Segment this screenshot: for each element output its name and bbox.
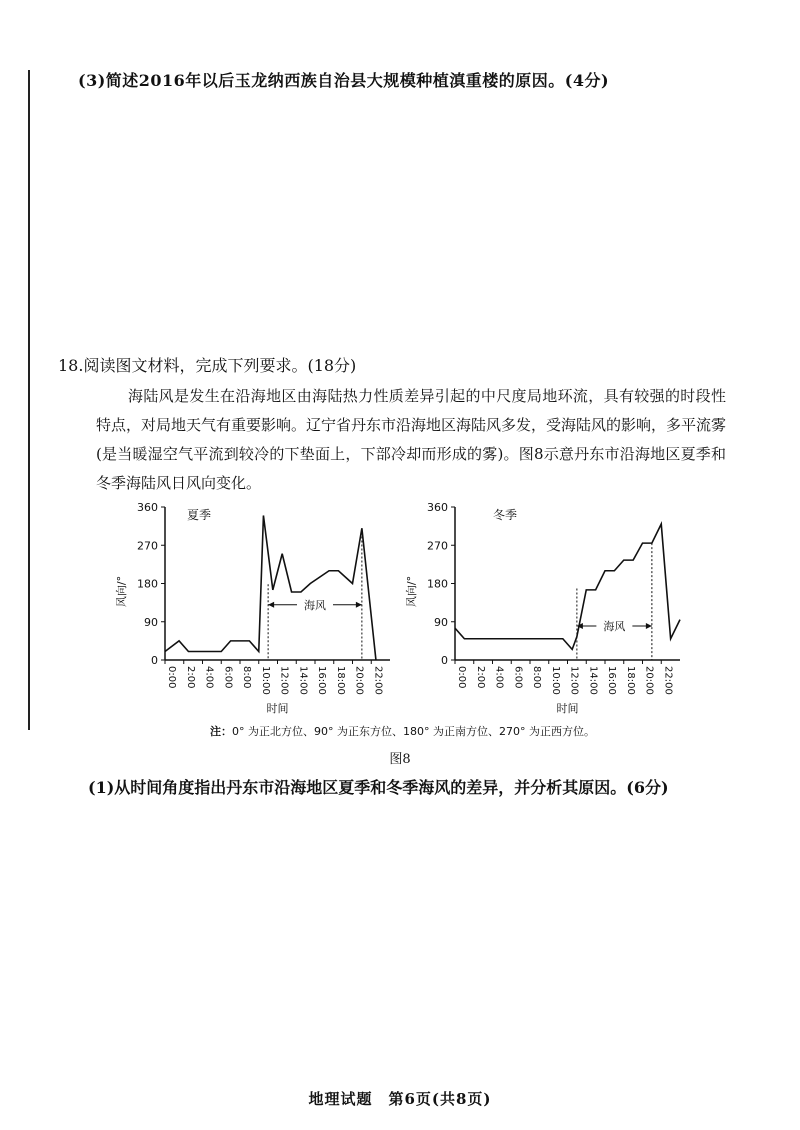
x-tick-label: 16:00: [606, 666, 617, 695]
sea-breeze-label: 海风: [304, 598, 326, 612]
chart-title: 夏季: [187, 508, 212, 522]
x-tick-label: 2:00: [184, 666, 196, 689]
x-tick-label: 20:00: [643, 666, 655, 695]
material-paragraph: [96, 382, 726, 498]
x-tick-label: 22:00: [662, 666, 674, 695]
x-tick-label: 22:00: [372, 666, 384, 695]
y-tick-label: 0: [151, 654, 158, 667]
y-tick-label: 90: [144, 615, 158, 629]
y-axis-label: 风向/°: [115, 575, 128, 608]
x-tick-label: 6:00: [512, 666, 524, 689]
question-1: (1)从时间角度指出丹东市沿海地区夏季和冬季海风的差异，并分析其原因。(6分): [88, 778, 669, 797]
question-3: (3)简述2016年以后玉龙纳西族自治县大规模种植滇重楼的原因。(4分): [78, 71, 610, 90]
x-tick-label: 10:00: [259, 666, 271, 695]
page-margin-line: [28, 70, 30, 730]
x-tick-label: 18:00: [624, 666, 636, 695]
x-tick-label: 12:00: [278, 666, 290, 695]
x-tick-label: 4:00: [493, 666, 505, 689]
x-tick-label: 12:00: [568, 666, 580, 695]
note-prefix: 注：: [210, 725, 232, 738]
x-axis-label: 时间: [266, 702, 289, 715]
x-tick-label: 8:00: [531, 666, 542, 689]
x-tick-label: 14:00: [587, 666, 599, 695]
chart-title: 冬季: [493, 508, 518, 522]
y-tick-label: 270: [427, 539, 448, 553]
x-tick-label: 20:00: [353, 666, 365, 695]
x-tick-label: 16:00: [316, 666, 327, 695]
series-line: [165, 516, 376, 661]
series-line: [455, 524, 680, 649]
x-tick-label: 2:00: [474, 666, 486, 689]
sea-breeze-label: 海风: [603, 620, 626, 633]
figure-caption: 图8: [389, 752, 411, 767]
x-tick-label: 8:00: [241, 666, 252, 689]
y-tick-label: 270: [137, 539, 158, 553]
y-tick-label: 180: [137, 577, 158, 591]
y-tick-label: 180: [427, 577, 448, 591]
note-text: 0° 为正北方位、90° 为正东方位、180° 为正南方位、270° 为正西方位。: [232, 725, 595, 738]
x-tick-label: 0:00: [456, 666, 467, 689]
summer-chart: [110, 495, 390, 720]
material-text: 海陆风是发生在沿海地区由海陆热力性质差异引起的中尺度局地环流，具有较强的时段性特点，对局地天气有重要影响。辽宁省丹东市沿海地区海陆风多发，受海陆风的影响，多平流雾(是当暖湿空气平流到较冷的下垫面上，下部冷却而形成的雾)。图8示意丹东市沿海地区夏季和冬季海陆风日风向变化。: [96, 387, 727, 492]
sea-breeze-arrowhead-right: [356, 602, 362, 608]
y-tick-label: 360: [427, 501, 448, 514]
sea-breeze-arrowhead-left: [268, 602, 274, 608]
sea-breeze-arrowhead-right: [646, 623, 652, 629]
x-axis-label: 时间: [556, 702, 579, 715]
x-tick-label: 0:00: [166, 666, 177, 689]
x-tick-label: 10:00: [549, 666, 561, 695]
y-tick-label: 90: [434, 615, 448, 629]
x-tick-label: 4:00: [203, 666, 215, 689]
page-footer: 地理试题 第6页(共8页): [308, 1090, 492, 1108]
chart-note: [210, 723, 595, 739]
y-tick-label: 0: [441, 654, 448, 667]
y-tick-label: 360: [137, 501, 158, 514]
y-axis-label: 风向/°: [405, 575, 418, 608]
x-tick-label: 14:00: [297, 666, 309, 695]
x-tick-label: 6:00: [222, 666, 234, 689]
winter-chart: [400, 495, 680, 720]
x-tick-label: 18:00: [334, 666, 346, 695]
question-18-title: 18.阅读图文材料，完成下列要求。(18分): [58, 356, 357, 375]
